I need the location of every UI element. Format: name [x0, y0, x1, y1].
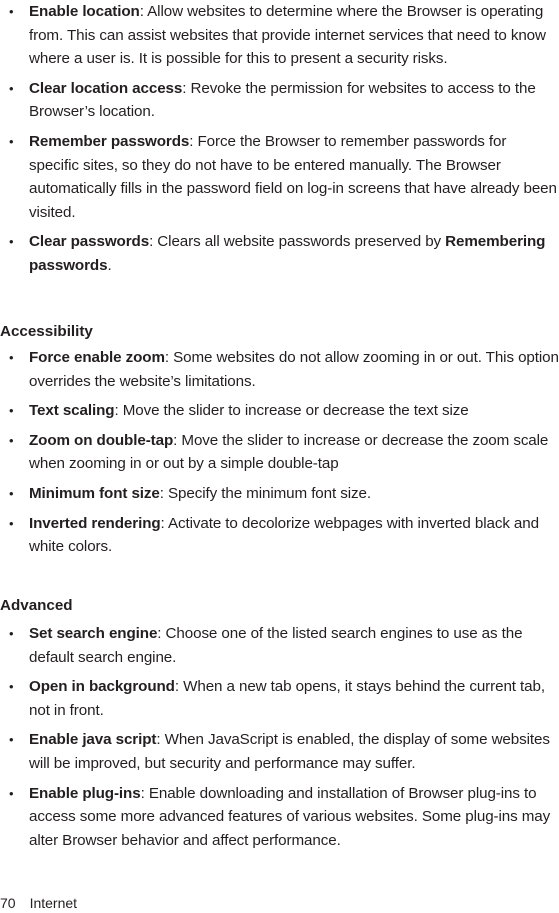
setting-description: : Revoke the permission for websites to access to the Browser’s location. [29, 79, 536, 121]
setting-term: Zoom on double-tap [29, 431, 174, 449]
list-item-inverted-rendering [0, 512, 559, 559]
setting-description: : Move the slider to increase or decrease the zoom scale when zooming in or out by a simple double-tap [29, 431, 549, 473]
setting-term: Inverted rendering [29, 514, 161, 532]
section-heading-advanced: Advanced [0, 597, 73, 614]
list-item-enable-plug-ins [0, 782, 559, 853]
setting-description: : Clears all website passwords preserved by [149, 233, 446, 251]
section-heading-accessibility: Accessibility [0, 323, 93, 340]
bullet: • [9, 626, 14, 641]
bullet: • [9, 432, 14, 448]
list-item-open-in-background [0, 675, 559, 722]
bullet: • [9, 679, 14, 695]
bullet: • [9, 350, 14, 365]
bullet: • [9, 4, 14, 19]
setting-term: Enable java script [29, 731, 157, 749]
setting-term: Open in background [29, 678, 175, 696]
setting-description: : Choose one of the listed search engines to use as the default search engine. [29, 625, 523, 666]
setting-description: : Allow websites to determine where the Browser is operating from. This can assist websites that provide internet services that need to know where a user is. It is possible for this to present a security risks. [29, 3, 546, 68]
bullet: • [9, 515, 14, 531]
list-item-minimum-font-size [0, 482, 559, 506]
setting-description: : Move the slider to increase or decrease the text size [114, 402, 469, 420]
setting-description: : Specify the minimum font size. [159, 484, 371, 502]
setting-term: Enable plug-ins [29, 784, 141, 802]
bullet: • [9, 234, 14, 250]
sentence-end: . [107, 256, 112, 274]
setting-description: : When JavaScript is enabled, the display of some websites will be improved, but security and performance may suffer. [29, 731, 550, 772]
setting-term: Clear location access [29, 79, 183, 97]
setting-term: Text scaling [29, 402, 115, 420]
setting-term: Force enable zoom [29, 349, 165, 366]
privacy-settings-list [0, 0, 559, 284]
setting-term: Set search engine [29, 625, 158, 642]
list-item-clear-location-access [0, 77, 559, 124]
setting-term: Enable location [29, 3, 140, 20]
setting-reference: Remembering passwords [29, 233, 546, 274]
setting-term: Clear passwords [29, 233, 150, 251]
list-item-enable-location [0, 0, 559, 71]
bullet: • [9, 785, 14, 801]
setting-description: : Some websites do not allow zooming in or out. This option overrides the website’s limitations. [29, 349, 559, 390]
page-footer [0, 893, 77, 913]
list-item-force-enable-zoom [0, 346, 559, 393]
setting-description: : When a new tab opens, it stays behind the current tab, not in front. [29, 678, 545, 719]
setting-term: Minimum font size [29, 484, 160, 502]
bullet: • [9, 485, 14, 501]
bullet: • [9, 133, 14, 149]
list-item-enable-java-script [0, 728, 559, 775]
list-item-clear-passwords [0, 230, 559, 277]
accessibility-settings-list [0, 346, 559, 565]
advanced-settings-list [0, 622, 559, 858]
setting-description: : Activate to decolorize webpages with inverted black and white colors. [29, 514, 539, 556]
setting-term: Remember passwords [29, 132, 190, 150]
list-item-set-search-engine [0, 622, 559, 669]
bullet: • [9, 732, 14, 748]
setting-description: : Force the Browser to remember passwords for specific sites, so they do not have to be entered manually. The Browser automatically fills in the password field on log-in screens that have already been visited. [29, 132, 557, 221]
list-item-text-scaling [0, 399, 559, 423]
bullet: • [9, 403, 14, 419]
bullet: • [9, 80, 14, 96]
setting-description: : Enable downloading and installation of Browser plug-ins to access some more advanced features of various websites. Some plug-ins may alter Browser behavior and affect performance. [29, 784, 551, 849]
list-item-zoom-on-double-tap [0, 429, 559, 476]
page-number: 70 [0, 895, 16, 911]
list-item-remember-passwords [0, 130, 559, 224]
footer-section-title: Internet [29, 895, 78, 911]
